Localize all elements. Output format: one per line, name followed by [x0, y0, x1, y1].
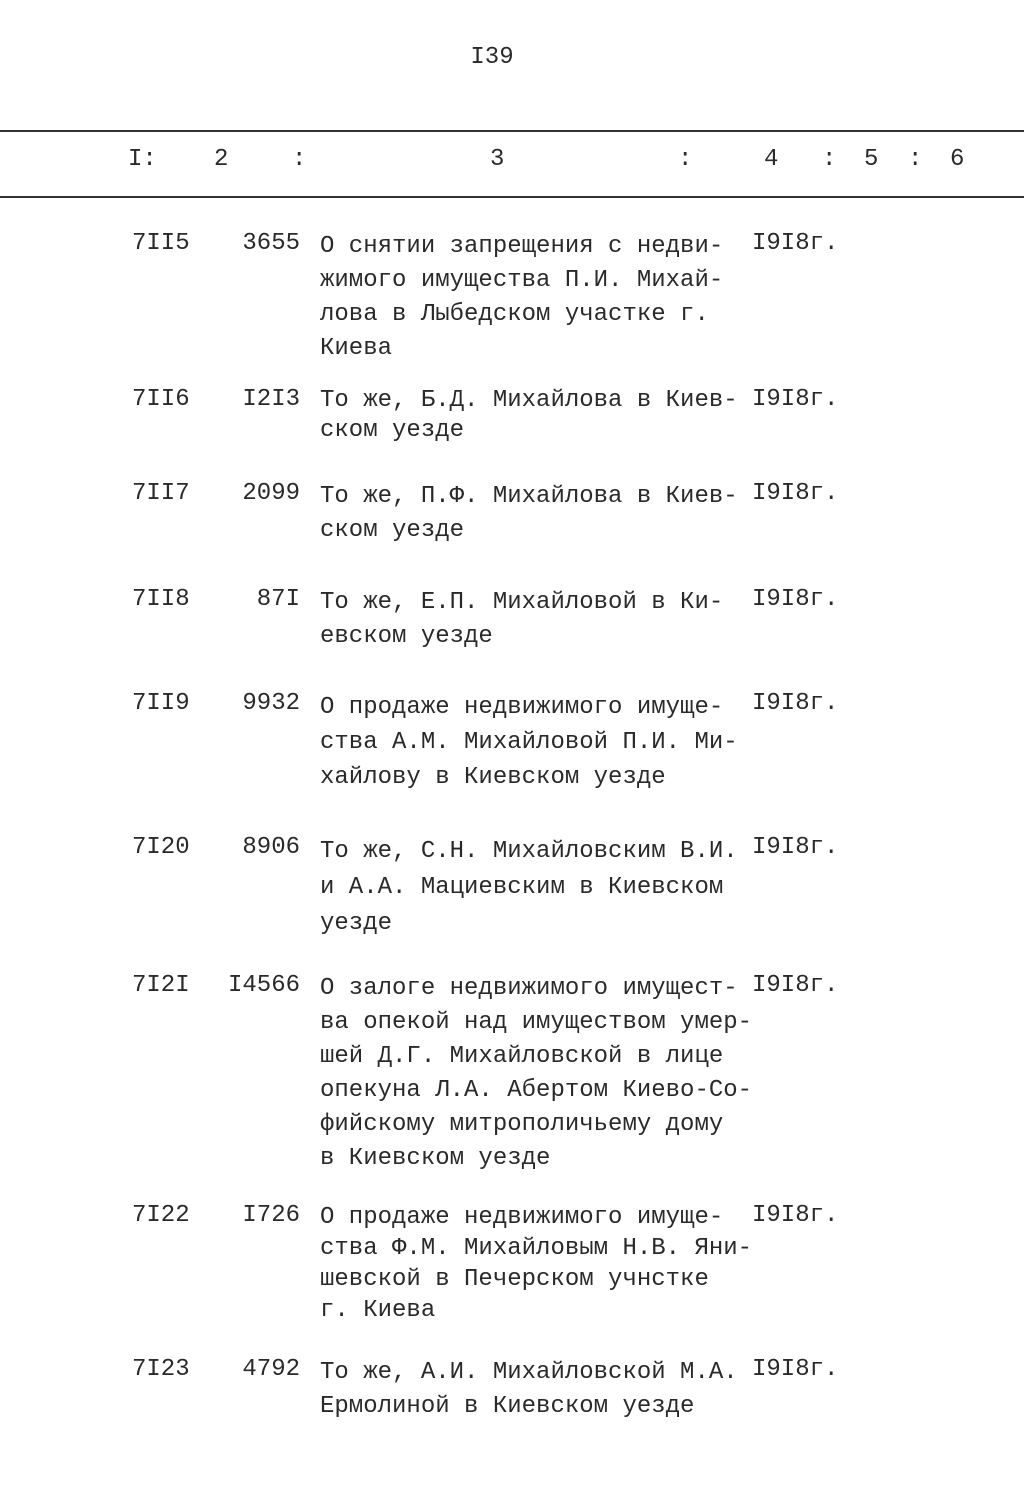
description-line: уезде	[320, 910, 393, 937]
description-line: ском уезде	[320, 417, 465, 444]
row-year: I9I8г.	[752, 480, 839, 507]
page-number: I39	[470, 44, 514, 71]
row-year: I9I8г.	[752, 690, 839, 717]
description-line: То же, С.Н. Михайловским В.И.	[320, 838, 738, 865]
header-col-6: 6	[950, 146, 965, 173]
row-number: 7I20	[132, 834, 190, 861]
description-line: То же, Е.П. Михайловой в Ки-	[320, 589, 724, 616]
description-line: и А.А. Мациевским в Киевском	[320, 874, 724, 901]
row-description	[320, 1356, 750, 1424]
row-number: 7I23	[132, 1356, 190, 1383]
row-number: 7II9	[132, 690, 190, 717]
description-line: опекуна Л.А. Абертом Киево-Со-	[320, 1077, 753, 1104]
row-year: I9I8г.	[752, 972, 839, 999]
description-line: жимого имущества П.И. Михай-	[320, 267, 724, 294]
header-bottom-rule	[0, 196, 1024, 198]
row-code: 2099	[242, 480, 300, 507]
row-year: I9I8г.	[752, 386, 839, 413]
row-number: 7I22	[132, 1202, 190, 1229]
row-code: 87I	[256, 586, 300, 613]
description-line: евском уезде	[320, 623, 493, 650]
description-line: ском уезде	[320, 517, 465, 544]
description-line: То же, А.И. Михайловской М.А.	[320, 1359, 738, 1386]
description-line: шевской в Печерском учнстке	[320, 1266, 709, 1293]
header-col-5: 5	[864, 146, 879, 173]
description-line: в Киевском уезде	[320, 1145, 551, 1172]
description-line: ва опекой над имуществом умер-	[320, 1009, 753, 1036]
description-line: То же, П.Ф. Михайлова в Киев-	[320, 483, 738, 510]
row-year: I9I8г.	[752, 1202, 839, 1229]
description-line: О продаже недвижимого имуще-	[320, 1204, 724, 1231]
row-code: 4792	[242, 1356, 300, 1383]
row-code: I4566	[227, 972, 300, 999]
row-code: I2I3	[242, 386, 300, 413]
description-line: Ермолиной в Киевском уезде	[320, 1393, 695, 1420]
description-line: ства Ф.М. Михайловым Н.В. Яни-	[320, 1235, 753, 1262]
description-line: Киева	[320, 335, 393, 362]
row-code: 8906	[242, 834, 300, 861]
description-line: О снятии запрещения с недви-	[320, 233, 724, 260]
description-line: лова в Лыбедском участке г.	[320, 301, 709, 328]
row-description	[320, 972, 753, 1176]
row-code: 9932	[242, 690, 300, 717]
header-top-rule	[0, 130, 1024, 132]
description-line: ства А.М. Михайловой П.И. Ми-	[320, 729, 738, 756]
row-description	[320, 834, 750, 942]
row-year: I9I8г.	[752, 230, 839, 257]
row-year: I9I8г.	[752, 1356, 839, 1383]
description-line: фийскому митрополичьему дому	[320, 1111, 724, 1138]
header-separator: :	[678, 146, 693, 173]
description-line: То же, Б.Д. Михайлова в Киев-	[320, 387, 738, 414]
row-code: I726	[242, 1202, 300, 1229]
row-description	[320, 586, 750, 654]
header-separator: :	[292, 146, 307, 173]
row-description	[320, 230, 750, 366]
row-description	[320, 1202, 753, 1326]
description-line: шей Д.Г. Михайловской в лице	[320, 1043, 724, 1070]
header-col-2: 2	[214, 146, 229, 173]
row-number: 7II7	[132, 480, 190, 507]
description-line: хайлову в Киевском уезде	[320, 764, 666, 791]
row-number: 7II8	[132, 586, 190, 613]
row-number: 7I2I	[132, 972, 190, 999]
row-number: 7II5	[132, 230, 190, 257]
row-description	[320, 480, 750, 548]
description-line: г. Киева	[320, 1297, 436, 1324]
row-code: 3655	[242, 230, 300, 257]
row-number: 7II6	[132, 386, 190, 413]
row-year: I9I8г.	[752, 834, 839, 861]
header-separator: :	[908, 146, 923, 173]
row-description	[320, 690, 750, 795]
header-col-1: I:	[128, 146, 157, 173]
description-line: О продаже недвижимого имуще-	[320, 694, 724, 721]
row-description	[320, 386, 750, 446]
header-col-4: 4	[764, 146, 779, 173]
header-col-3: 3	[490, 146, 505, 173]
row-year: I9I8г.	[752, 586, 839, 613]
header-separator: :	[822, 146, 837, 173]
description-line: О залоге недвижимого имущест-	[320, 975, 738, 1002]
